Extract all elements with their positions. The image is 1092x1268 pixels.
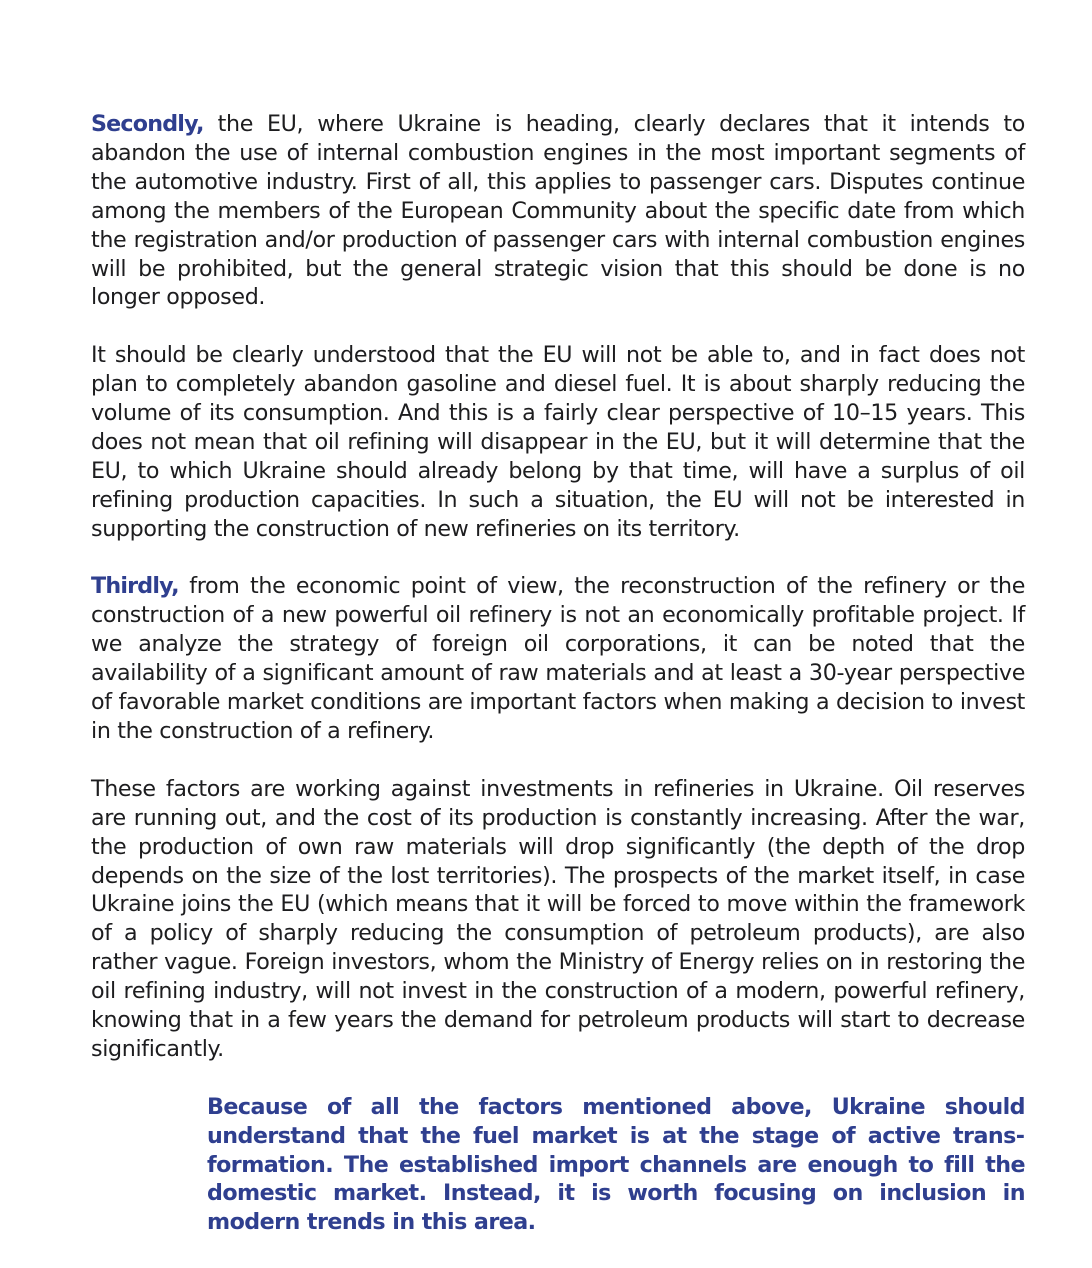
conclusion-callout: Because of all the factors mentioned above, Ukraine should understand that the fuel market is at the stage of active transformation. The established import channels are enough to fill the domestic market. Instead, it is worth focusing on inclusion in modern trends in this area.	[207, 1093, 1025, 1236]
lead-secondly: Secondly,	[91, 111, 204, 137]
paragraph-factors	[91, 775, 1025, 1064]
paragraph-thirdly	[91, 572, 1025, 745]
document-page	[91, 110, 1025, 1237]
paragraph-thirdly-text: from the economic point of view, the reconstruction of the refinery or the construction of a new powerful oil refinery is not an economically profitable project. If we analyze the strategy of foreign oil corporations, it can be noted that the availability of a significant amount of raw materials and at least a 30-year perspective of favorable market conditions are important factors when making a decision to invest in the construction of a refinery.	[91, 573, 1025, 744]
paragraph-eu-fuel-text: It should be clearly understood that the EU will not be able to, and in fact does not plan to completely abandon gasoline and diesel fuel. It is about sharply reducing the volume of its consumption. And this is a fairly clear perspective of 10–15 years. This does not mean that oil refining will disappear in the EU, but it will determine that the EU, to which Ukraine should already belong by that time, will have a surplus of oil refining production capacities. In such a situation, the EU will not be interested in supporting the construction of new refineries on its territory.	[91, 342, 1025, 542]
paragraph-factors-text: These factors are working against investments in refineries in Ukraine. Oil reserves are running out, and the cost of its production is constantly increasing. After the war, the production of own raw materials will drop significantly (the depth of the drop depends on the size of the lost territories). The prospects of the market itself, in case Ukraine joins the EU (which means that it will be forced to move within the framework of a policy of sharply reducing the consumption of petroleum products), are also rather vague. Foreign investors, whom the Ministry of Energy relies on in restoring the oil refining industry, will not invest in the construction of a modern, powerful refinery, knowing that in a few years the demand for petroleum products will start to decrease significantly.	[91, 775, 1025, 1062]
lead-thirdly: Thirdly,	[91, 573, 179, 600]
paragraph-secondly	[91, 110, 1025, 312]
paragraph-secondly-text: the EU, where Ukraine is heading, clearly declares that it intends to abandon the use of internal combustion engines in the most important segments of the automotive industry. First of all, this applies to passenger cars. Disputes continue among the members of the European Community about the specific date from which the registration and/or production of passenger cars with internal combustion engines will be prohibited, but the general strategic vision that this should be done is no longer opposed.	[91, 111, 1025, 311]
paragraph-eu-fuel	[91, 341, 1025, 543]
